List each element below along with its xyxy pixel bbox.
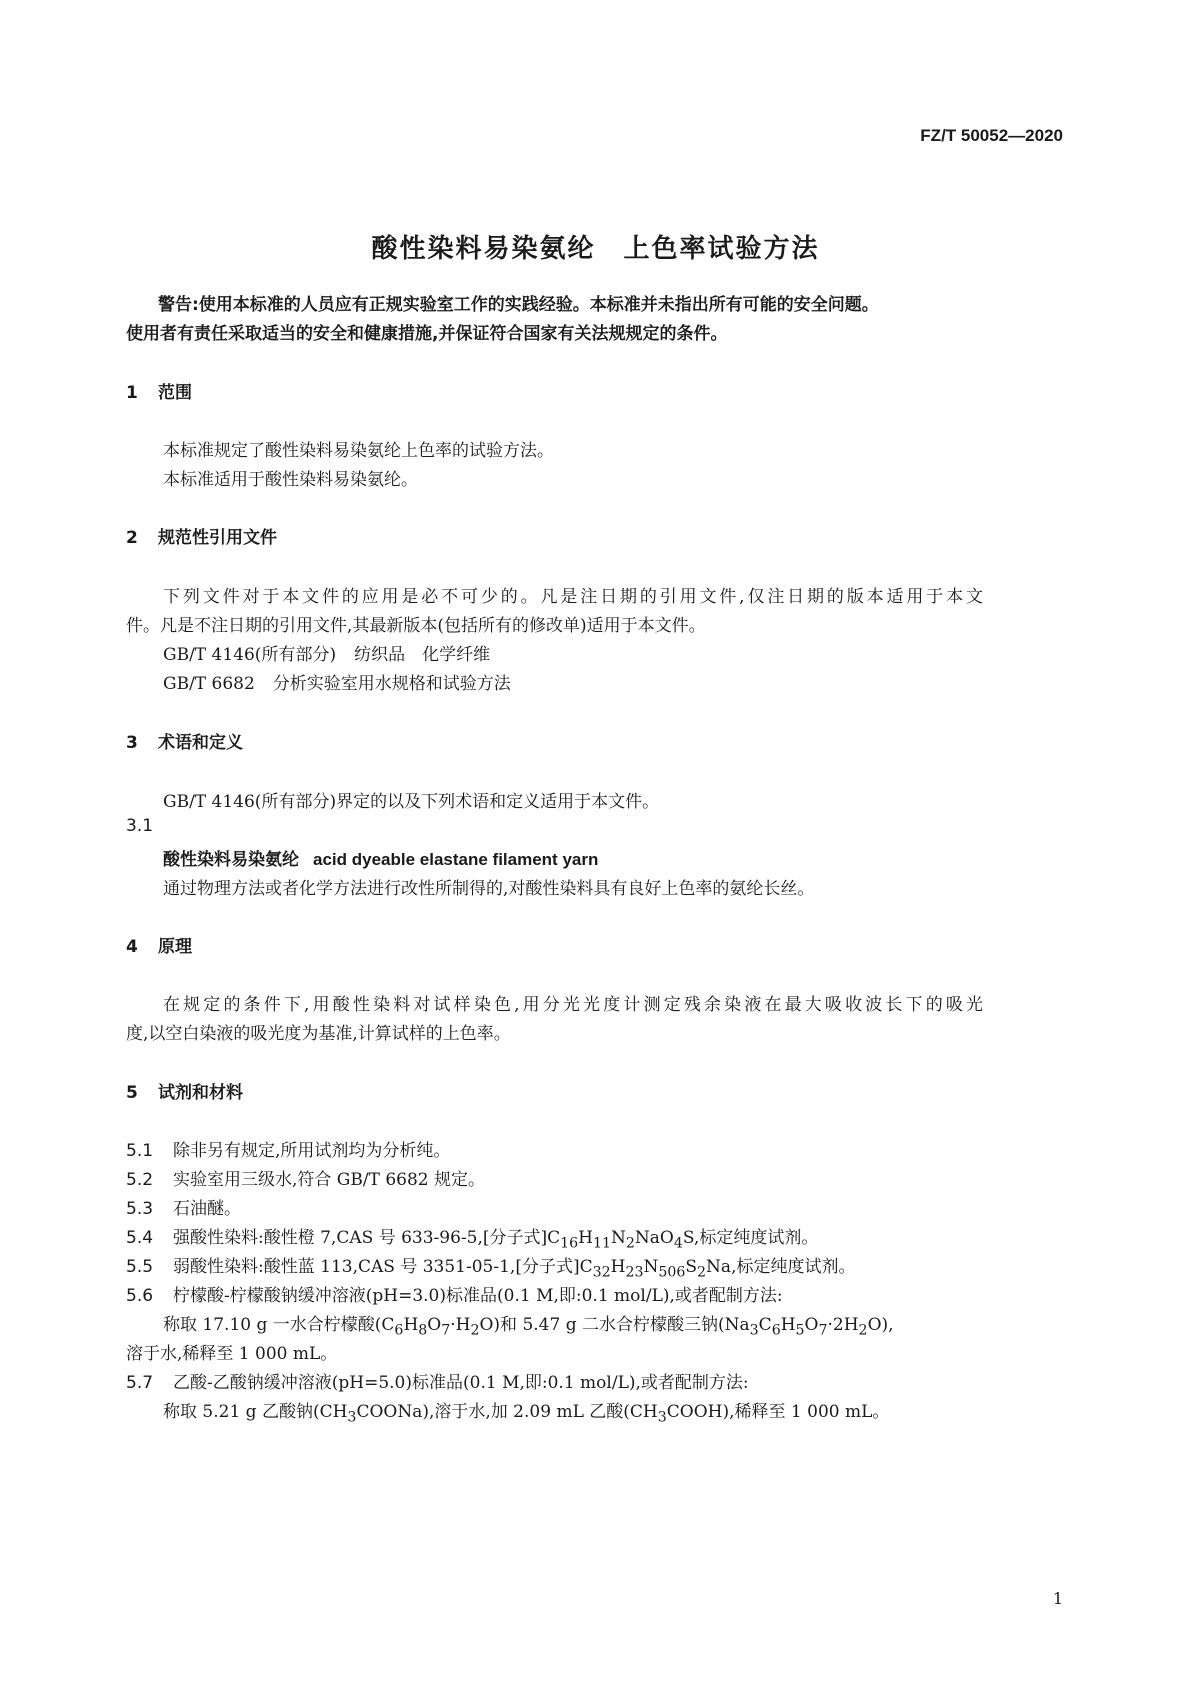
section-2-paragraph-line-1: 下列文件对于本文件的应用是必不可少的。凡是注日期的引用文件,仅注日期的版本适用于本文	[163, 587, 983, 607]
clause-text-prefix: 弱酸性染料:酸性蓝 113,CAS 号 3351-05-1,[分子式]	[173, 1257, 580, 1277]
clause-5-2	[126, 1165, 485, 1190]
term-english: acid dyeable elastane filament yarn	[313, 850, 599, 869]
clause-5-7	[126, 1368, 749, 1393]
clause-number: 5.5	[126, 1257, 154, 1277]
term-3-1-number: 3.1	[126, 816, 154, 836]
clause-number: 5.4	[126, 1228, 154, 1248]
clause-5-6-preparation-line-2: 溶于水,稀释至 1 000 mL。	[126, 1344, 338, 1364]
warning-line-2: 使用者有责任采取适当的安全和健康措施,并保证符合国家有关法规规定的条件。	[126, 324, 728, 344]
normative-reference-1	[163, 640, 490, 665]
clause-number: 5.2	[126, 1170, 154, 1190]
text-fragment: )和 5.47 g 二水合柠檬酸三钠(	[493, 1315, 725, 1335]
reference-title: 分析实验室用水规格和试验方法	[272, 674, 511, 694]
reference-code: GB/T 6682	[163, 674, 255, 694]
term-chinese: 酸性染料易染氨纶	[163, 850, 299, 870]
clause-5-6	[126, 1281, 783, 1306]
clause-text: 除非另有规定,所用试剂均为分析纯。	[173, 1141, 451, 1161]
clause-5-6-preparation	[163, 1310, 894, 1338]
clause-number: 5.7	[126, 1373, 154, 1393]
section-title: 试剂和材料	[158, 1083, 243, 1103]
formula-citric-acid: $C_6H_8O_7\cdot H_2O$	[381, 1315, 494, 1339]
term-3-1-definition: 通过物理方法或者化学方法进行改性所制得的,对酸性染料具有良好上色率的氨纶长丝。	[163, 879, 815, 899]
term-3-1-entry	[163, 845, 598, 870]
section-5-heading	[126, 1078, 243, 1103]
section-4-paragraph-line-1: 在规定的条件下,用酸性染料对试样染色,用分光光度计测定残余染液在最大吸收波长下的吸光	[163, 995, 983, 1015]
clause-text: 乙酸-乙酸钠缓冲溶液(pH=5.0)标准品(0.1 M,即:0.1 mol/L),或者配制方法:	[173, 1373, 749, 1393]
text-fragment: ),稀释至 1 000 mL。	[722, 1402, 890, 1422]
clause-number: 5.3	[126, 1199, 154, 1219]
page-number: 1	[1052, 1589, 1063, 1608]
section-number: 5	[126, 1083, 138, 1103]
section-number: 2	[126, 528, 138, 548]
standard-code: FZ/T 50052—2020	[920, 126, 1063, 145]
clause-text: 柠檬酸-柠檬酸钠缓冲溶液(pH=3.0)标准品(0.1 M,即:0.1 mol/L),或者配制方法:	[173, 1286, 783, 1306]
clause-text: 实验室用三级水,符合 GB/T 6682 规定。	[173, 1170, 486, 1190]
warning-line-1: 警告:使用本标准的人员应有正规实验室工作的实践经验。本标准并未指出所有可能的安全问题。	[158, 295, 879, 315]
text-fragment: 称取 5.21 g 乙酸钠(	[163, 1402, 320, 1422]
reference-code: GB/T 4146(所有部分)	[163, 645, 337, 665]
section-title: 原理	[158, 937, 192, 957]
section-2-heading	[126, 523, 277, 548]
clause-text-suffix: ,标定纯度试剂。	[693, 1228, 819, 1248]
clause-text-suffix: ,标定纯度试剂。	[731, 1257, 856, 1277]
text-fragment: ),	[881, 1315, 894, 1335]
section-number: 4	[126, 937, 138, 957]
formula-trisodium-citrate: $Na_3C_6H_5O_7\cdot 2H_2O$	[724, 1315, 882, 1339]
clause-5-4	[126, 1223, 818, 1251]
text-fragment: 称取 17.10 g 一水合柠檬酸(	[163, 1315, 382, 1335]
section-1-heading	[126, 378, 192, 403]
section-title: 术语和定义	[158, 733, 243, 753]
section-3-heading	[126, 728, 243, 753]
section-3-paragraph: GB/T 4146(所有部分)界定的以及下列术语和定义适用于本文件。	[163, 792, 660, 812]
reference-title: 纺织品 化学纤维	[354, 645, 491, 665]
formula-sodium-acetate: $CH_3COONa$	[319, 1402, 423, 1426]
clause-text	[173, 1257, 856, 1281]
section-1-paragraph-2: 本标准适用于酸性染料易染氨纶。	[163, 470, 418, 490]
clause-number: 5.6	[126, 1286, 154, 1306]
formula-acetic-acid: $CH_3COOH$	[629, 1402, 723, 1426]
clause-5-5	[126, 1252, 855, 1280]
molecular-formula: $C_{32}H_{23}N_{506}S_2Na$	[579, 1257, 732, 1281]
clause-text-prefix: 强酸性染料:酸性橙 7,CAS 号 633-96-5,[分子式]	[173, 1228, 548, 1248]
section-4-heading	[126, 932, 192, 957]
molecular-formula: $C_{16}H_{11}N_2NaO_4S$	[547, 1228, 694, 1252]
clause-5-1	[126, 1136, 450, 1161]
section-1-paragraph-1: 本标准规定了酸性染料易染氨纶上色率的试验方法。	[163, 441, 554, 461]
normative-reference-2	[163, 669, 511, 694]
clause-number: 5.1	[126, 1141, 154, 1161]
clause-text	[173, 1228, 819, 1252]
section-number: 1	[126, 383, 138, 403]
document-title: 酸性染料易染氨纶 上色率试验方法	[371, 234, 820, 264]
text-fragment: ),溶于水,加 2.09 mL 乙酸(	[422, 1402, 630, 1422]
clause-text: 石油醚。	[173, 1199, 241, 1219]
clause-5-3	[126, 1194, 241, 1219]
section-number: 3	[126, 733, 138, 753]
section-title: 规范性引用文件	[158, 528, 277, 548]
section-2-paragraph-line-2: 件。凡是不注日期的引用文件,其最新版本(包括所有的修改单)适用于本文件。	[126, 616, 706, 636]
section-title: 范围	[158, 383, 192, 403]
clause-5-7-preparation	[163, 1397, 889, 1425]
section-4-paragraph-line-2: 度,以空白染液的吸光度为基准,计算试样的上色率。	[126, 1024, 511, 1044]
